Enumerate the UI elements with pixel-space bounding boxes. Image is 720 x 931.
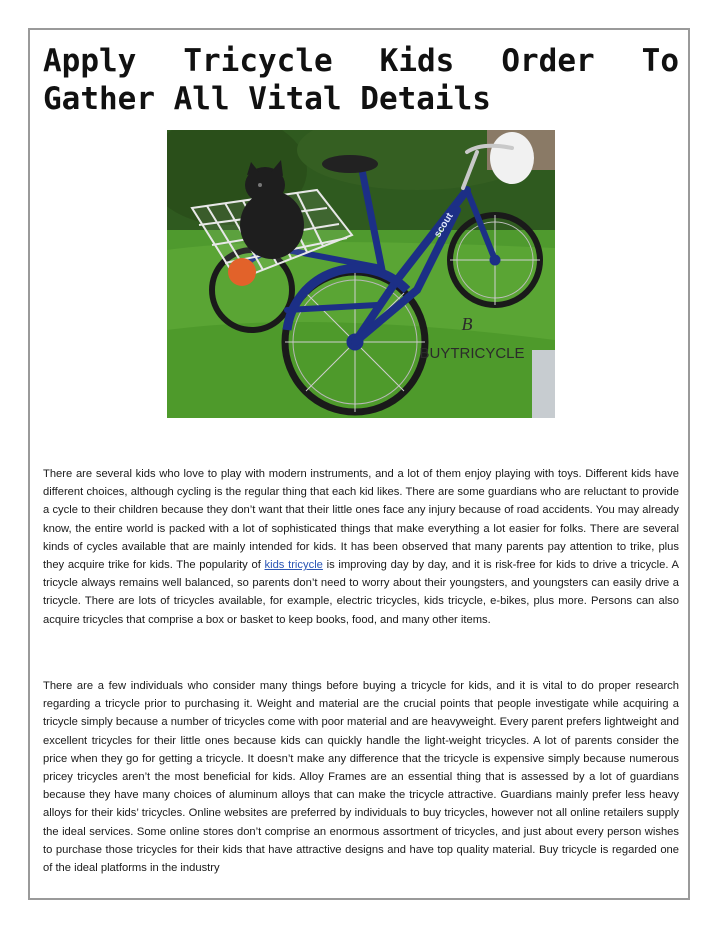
body-paragraph-1: [43, 465, 679, 629]
watermark-text: BUYTRICYCLE: [419, 345, 525, 362]
frame-decal: scout: [432, 211, 456, 240]
paragraph-1-text-b: is improving day by day, and it is risk-free for kids to drive a tricycle. A tricycle always remains well balanced, so parents don’t need to worry about their youngsters, and youngsters can easily drive a tricycle. There are lots of tricycles available, for example, electric tricycles, kids tricycle, e-bikes, plus more. Persons can also acquire tricycles that comprise a box or basket to keep books, food, and many other items.: [43, 559, 680, 626]
svg-text:B: B: [461, 314, 473, 334]
kids-tricycle-link[interactable]: kids tricycle: [264, 559, 323, 572]
page-frame: [28, 28, 690, 900]
toy-ball: [228, 258, 256, 286]
paragraph-1-text-a: There are several kids who love to play with modern instruments, and a lot of them enjoy playing with toys. Different kids have different choices, although cycling is the regular thing that each kid likes. There are some guardians who are reluctant to provide a cycle to their children because they don’t want that their little ones face any injury because of road accidents. You may already know, the entire world is packed with a lot of sophisticated things that make everything a lot easier for folks. There are several kinds of cycles available that are mainly intended for kids. It has been observed that many parents pay attention to trike, plus they acquire trike for kids. The popularity of: [43, 468, 679, 572]
page-title: Apply Tricycle Kids Order To Gather All Vital Details: [43, 43, 679, 117]
tricycle-photo: [167, 130, 555, 418]
body-paragraph-2: There are a few individuals who consider many things before buying a tricycle for kids, and it is vital to do proper research regarding a tricycle prior to purchasing it. Weight and material are the crucial points that people investigate while acquiring a tricycle simply because a number of tricycles come with poor material and are heavyweight. Every parent prefers lightweight and excellent tricycles for their little ones because kids can quickly handle the light-weight tricycles. A lot of parents consider the price when they go for getting a tricycle. It doesn’t make any difference that the tricycle is expensive simply because numerous pricey tricycles aren’t the most beneficial for kids. Alloy Frames are an essential thing that is assessed by a lot of guardians because they have many choices of aluminum alloys that can make the tricycle attractive. Guardians mainly prefer less heavy alloys for their kids’ tricycles. Online websites are preferred by individuals to buy tricycles, however not all online retailers supply the ideal services. Some online stores don’t comprise an enormous assortment of tricycles, and just about every person wishes to purchase those tricycles for their kids that have attractive designs and have top quality material. Buy tricycle is regarded one of the ideal platforms in the industry: [43, 680, 679, 875]
